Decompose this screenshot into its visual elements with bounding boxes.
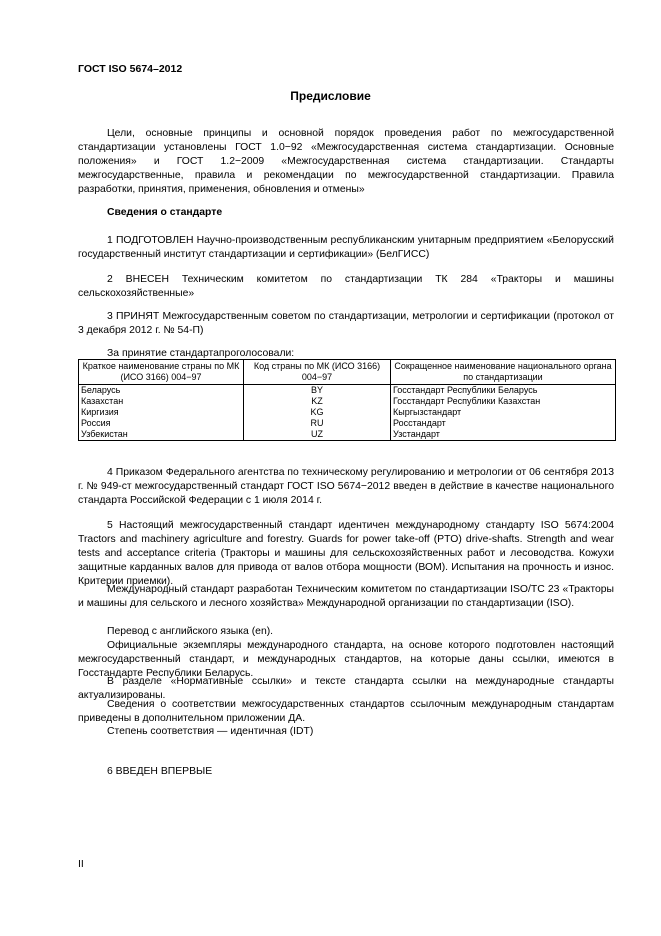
table-cell-code: KG (244, 407, 391, 418)
table-row (79, 429, 616, 441)
page-number: II (78, 858, 84, 870)
table-row (79, 407, 616, 418)
table-header-organization: Сокращенное наименование национального органа по стандартизации (391, 360, 616, 385)
document-code: ГОСТ ISO 5674–2012 (78, 63, 183, 75)
table-row (79, 396, 616, 407)
table-header-code: Код страны по МК (ИСО 3166) 004−97 (244, 360, 391, 385)
item-5-copies-paragraph: Официальные экземпляры международного стандарта, на основе которого подготовлен настоящий межгосударственный стандарт, и международных стандартов, на которые даны ссылки, имеются в Госстандарте Республики Беларусь. (78, 640, 614, 679)
item-6-paragraph: 6 ВВЕДЕН ВПЕРВЫЕ (107, 766, 213, 777)
item-3-paragraph: 3 ПРИНЯТ Межгосударственным советом по стандартизации, метрологии и сертификации (протокол от 3 декабря 2012 г. № 54-П) (78, 311, 614, 336)
table-cell-organization: Кыргызстандарт (391, 407, 616, 418)
voting-table (78, 359, 616, 441)
table-header-country: Краткое наименование страны по МК (ИСО 3166) 004−97 (79, 360, 244, 385)
table-cell-country: Россия (79, 418, 244, 429)
table-row (79, 385, 616, 397)
item-5-developer-paragraph: Международный стандарт разработан Техническим комитетом по стандартизации ISO/TC 23 «Тракторы и машины для сельского и лесного хозяйства» Международной организации по стандартизации (ISO). (78, 584, 614, 609)
intro-paragraph: Цели, основные принципы и основной порядок проведения работ по межгосударственной стандартизации установлены ГОСТ 1.0−92 «Межгосударственная система стандартизации. Основные положения» и ГОСТ 1.2−2009 «Межгосударственная система стандартизации. Стандарты межгосударственные, правила и рекомендации по межгосударственной стандартизации. Правила разработки, принятия, применения, обновления и отмены» (78, 128, 614, 195)
table-cell-organization: Росстандарт (391, 418, 616, 429)
item-5-degree-paragraph: Степень соответствия — идентичная (IDT) (107, 726, 314, 737)
table-cell-organization: Узстандарт (391, 429, 616, 441)
table-cell-code: RU (244, 418, 391, 429)
page-title: Предисловие (290, 89, 371, 103)
item-1-paragraph: 1 ПОДГОТОВЛЕН Научно-производственным республиканским унитарным предприятием «Белорусский государственный институт стандартизации и сертификации» (БелГИСС) (78, 235, 614, 260)
table-header-row (79, 360, 616, 385)
section-heading: Сведения о стандарте (107, 207, 223, 218)
table-cell-code: KZ (244, 396, 391, 407)
item-4-paragraph: 4 Приказом Федерального агентства по техническому регулированию и метрологии от 06 сентября 2013 г. № 949-ст межгосударственный стандарт ГОСТ ISO 5674−2012 введен в действие в качестве национального стандарта Российской Федерации с 1 июля 2014 г. (78, 467, 614, 506)
table-cell-country: Беларусь (79, 385, 244, 397)
table-cell-organization: Госстандарт Республики Казахстан (391, 396, 616, 407)
item-5-translation-paragraph: Перевод с английского языка (en). (107, 626, 274, 637)
voted-label: За принятие стандартапроголосовали: (107, 348, 295, 359)
table-cell-organization: Госстандарт Республики Беларусь (391, 385, 616, 397)
item-5-paragraph: 5 Настоящий межгосударственный стандарт идентичен международному стандарту ISO 5674:2004 Tractors and machinery agriculture and forestry. Guards for power take-off (PTO) drive-shafts. Strength and wear tests and acceptance criteria (Тракторы и машины для сельскохозяйственных работ и лесоводства. Кожухи защитные карданных валов для привода от валов отбора мощности (ВОМ). Испытания на прочность и износ. Критерии приемки). (78, 520, 614, 587)
table-cell-code: BY (244, 385, 391, 397)
item-5-correspondence-paragraph: Сведения о соответствии межгосударственных стандартов ссылочным международным стандартам приведены в дополнительном приложении ДА. (78, 699, 614, 724)
item-5-references-paragraph: В разделе «Нормативные ссылки» и тексте стандарта ссылки на международные стандарты актуализированы. (78, 676, 614, 701)
table-cell-country: Узбекистан (79, 429, 244, 441)
table-row (79, 418, 616, 429)
item-2-paragraph: 2 ВНЕСЕН Техническим комитетом по стандартизации ТК 284 «Тракторы и машины сельскохозяйственные» (78, 274, 614, 299)
table-cell-country: Киргизия (79, 407, 244, 418)
table-cell-code: UZ (244, 429, 391, 441)
table-cell-country: Казахстан (79, 396, 244, 407)
